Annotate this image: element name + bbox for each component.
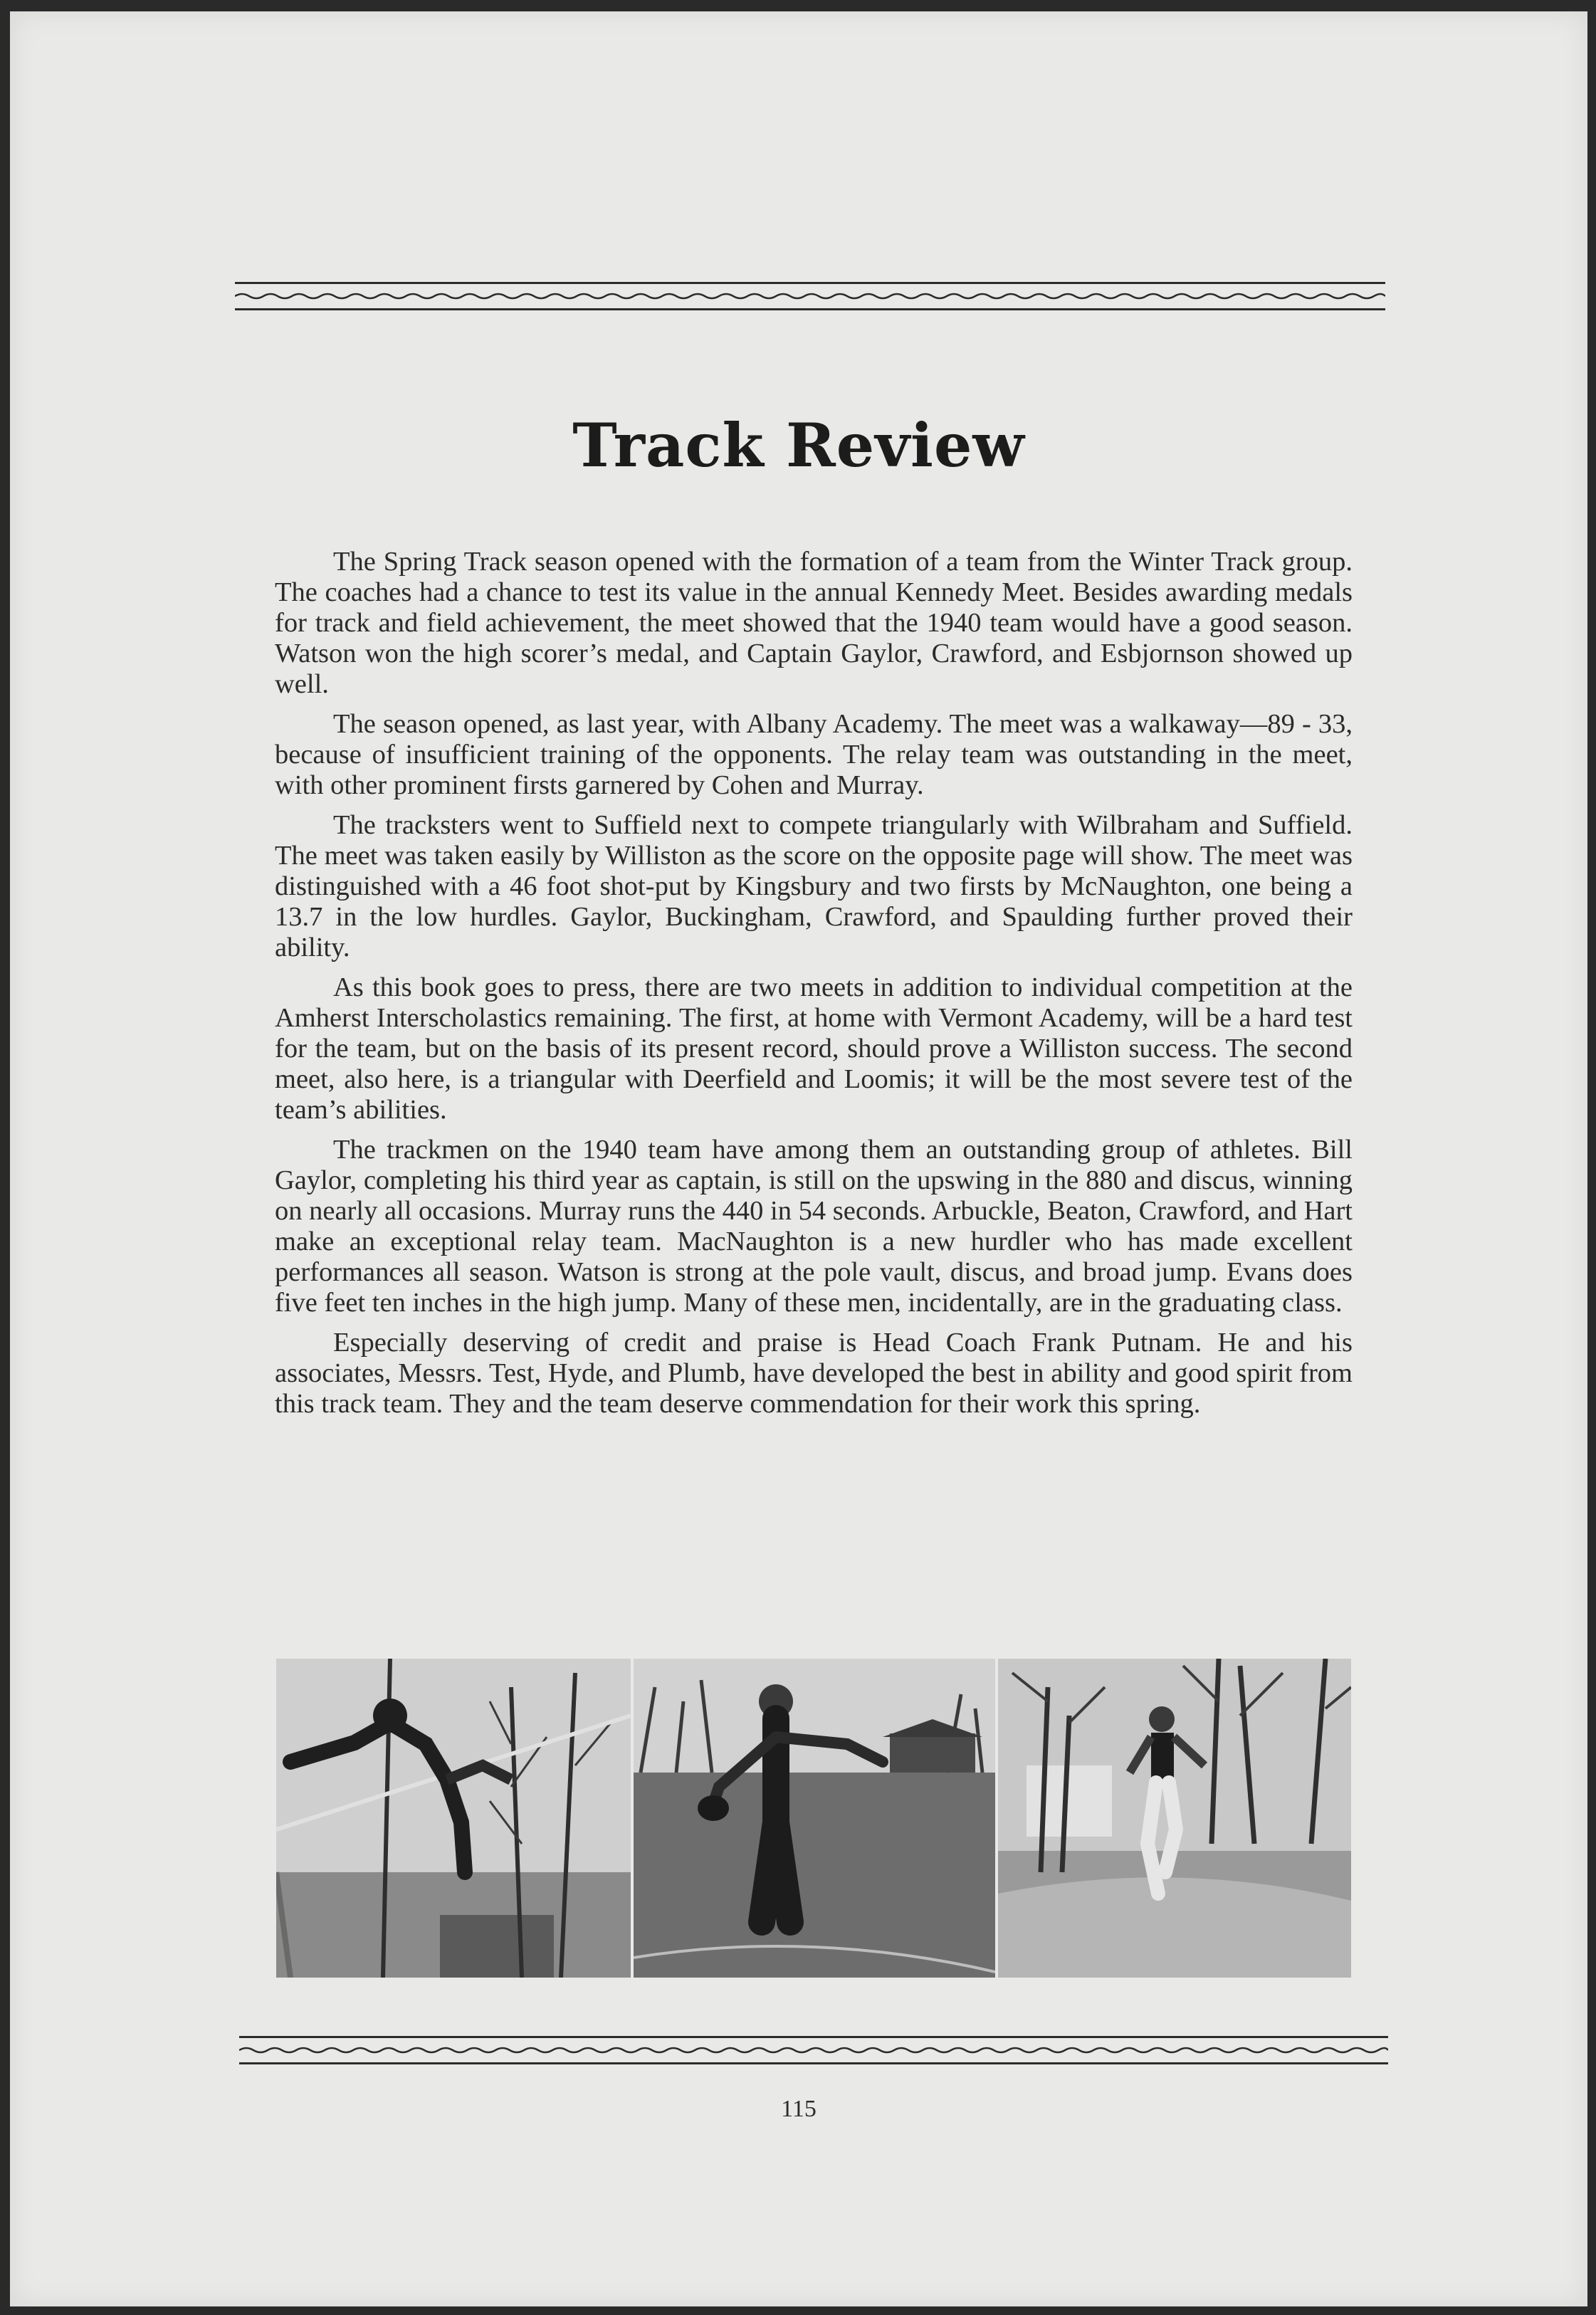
paragraph-4: As this book goes to press, there are two meets in addition to individual competition at the Amherst Interscholastics remaining. The first, at home with Vermont Academy, will be a hard test for the team, but on the basis of its present record, should prove a Williston success. The second meet, also here, is a triangular with Deerfield and Loomis; it will be the most severe test of the team’s abilities.	[275, 972, 1353, 1125]
bottom-ornamental-rule	[239, 2033, 1388, 2067]
paragraph-5: The trackmen on the 1940 team have among them an outstanding group of athletes. Bill Gaylor, completing his third year as captain, is still on the upswing in the 880 and discus, winning on nearly all occasions. Murray runs the 440 in 54 seconds. Arbuckle, Beaton, Crawford, and Hart make an exceptional relay team. MacNaughton is a new hurdler who has made excellent performances all season. Watson is strong at the pole vault, discus, and broad jump. Evans does five feet ten inches in the high jump. Many of these men, incidentally, are in the graduating class.	[275, 1135, 1353, 1318]
photo-strip	[276, 1659, 1351, 1978]
broad-jump-photo	[998, 1659, 1351, 1978]
high-jump-photo	[276, 1659, 631, 1978]
paragraph-1: The Spring Track season opened with the formation of a team from the Winter Track group. The coaches had a chance to test its value in the annual Kennedy Meet. Besides awarding medals for track and field achievement, the meet showed that the 1940 team would have a good season. Watson won the high scorer’s medal, and Captain Gaylor, Crawford, and Esbjornson showed up well.	[275, 547, 1353, 699]
paragraph-2: The season opened, as last year, with Albany Academy. The meet was a walkaway—89 - 33, because of insufficient training of the opponents. The relay team was outstanding in the meet, with other prominent firsts garnered by Cohen and Murray.	[275, 709, 1353, 800]
paragraph-3: The tracksters went to Suffield next to compete triangularly with Wilbraham and Suffield. The meet was taken easily by Williston as the score on the opposite page will show. The meet was distinguished with a 46 foot shot-put by Kingsbury and two firsts by McNaughton, one being a 13.7 in the low hurdles. Gaylor, Buckingham, Crawford, and Spaulding further proved their ability.	[275, 810, 1353, 962]
top-ornamental-rule	[235, 279, 1385, 313]
page	[10, 11, 1587, 2306]
paragraph-6: Especially deserving of credit and praise is Head Coach Frank Putnam. He and his associates, Messrs. Test, Hyde, and Plumb, have developed the best in ability and good spirit from this track team. They and the team deserve commendation for their work this spring.	[275, 1328, 1353, 1419]
discus-throw-photo	[634, 1659, 995, 1978]
page-title: Track Review	[572, 410, 1025, 481]
page-number: 115	[781, 2096, 817, 2122]
article-body	[275, 547, 1353, 1429]
